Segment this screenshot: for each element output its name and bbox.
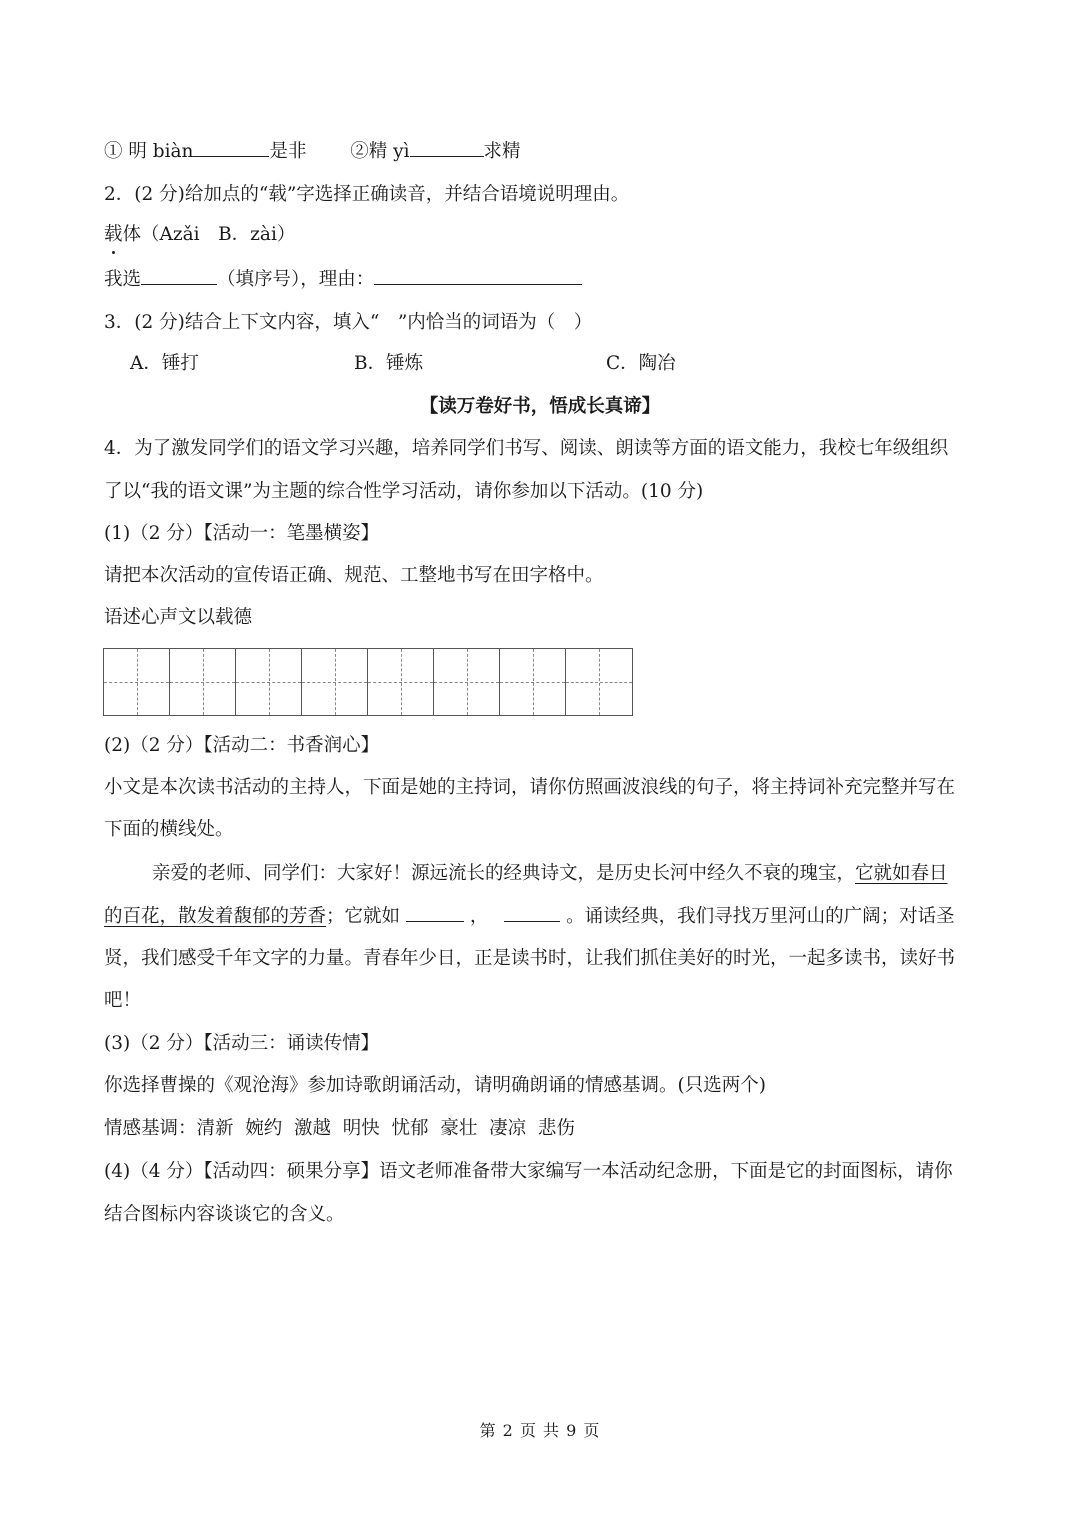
sub1-slogan: 语述心声文以载德 [104,607,253,628]
q2-answer-prefix: 我选 [104,269,142,290]
tones-label: 情感基调： [104,1118,197,1139]
q2-answer-mid: （填序号），理由： [217,269,375,290]
grid-cell[interactable] [368,649,434,715]
page-footer: 第 2 页 共 9 页 [479,1421,601,1440]
passage-line3: 贤，我们感受千年文字的力量。青春年少日，正是读书时，让我们抓住美好的时光，一起多读书，读好书 [104,948,956,969]
q3-option-c: C．陶冶 [606,353,676,374]
passage-line1 [152,861,948,887]
q3-stem: 3．(2 分)结合上下文内容，填入“ ”内恰当的词语为（ ） [104,312,593,333]
q3-option-a: A．锤打 [130,353,199,374]
q3-option-b: B．锤炼 [354,353,424,374]
q1-item1-prefix: ① 明 biàn [104,141,194,162]
tones-list: 清新 婉约 激越 明快 忧郁 豪壮 凄凉 悲伤 [196,1118,575,1139]
q2-word [104,222,295,248]
grid-cell[interactable] [302,649,368,715]
grid-cell[interactable] [434,649,500,715]
sub2-instruction-line2: 下面的横线处。 [104,819,234,840]
passage-blank-2[interactable] [504,903,560,922]
passage-line2 [104,903,955,930]
sub4-line1: (4)（4 分）【活动四：硕果分享】语文老师准备带大家编写一本活动纪念册，下面是它的封面图标，请你 [104,1161,953,1182]
passage-line1-wavy: 它就如春日 [855,863,948,884]
grid-cell[interactable] [170,649,236,715]
sub2-title: (2)（2 分）【活动二：书香润心】 [104,735,380,756]
passage-comma: ， [469,906,489,927]
sub1-instruction: 请把本次活动的宣传语正确、规范、工整地书写在田字格中。 [104,565,604,586]
q1-item2-suffix: 求精 [483,141,521,162]
tianzige-grid [103,648,633,716]
q2-choice-blank[interactable] [141,266,217,285]
sub2-instruction-line1: 小文是本次读书活动的主持人，下面是她的主持词，请你仿照画波浪线的句子，将主持词补充完整并写在 [104,777,956,798]
passage-line2-a: ；它就如 [326,906,401,927]
sub3-instruction: 你选择曹操的《观沧海》参加诗歌朗诵活动，请明确朗诵的情感基调。(只选两个) [104,1075,766,1096]
passage-line2-wavy: 的百花，散发着馥郁的芳香 [104,906,327,927]
passage-blank-1[interactable] [406,903,464,922]
grid-cell[interactable] [566,649,632,715]
q1-line [104,138,521,165]
q2-stem: 2．(2 分)给加点的“载”字选择正确读音，并结合语境说明理由。 [104,184,630,205]
q4-intro-line2: 了以“我的语文课”为主题的综合性学习活动，请你参加以下活动。(10 分) [104,481,704,502]
section-heading: 【读万卷好书，悟成长真谛】 [419,396,661,417]
grid-cell[interactable] [500,649,566,715]
q2-reason-blank[interactable] [374,266,582,285]
passage-line2-b: 。诵读经典，我们寻找万里河山的广阔；对话圣 [566,906,955,927]
q1-item1-suffix: 是非 [269,141,307,162]
q2-dotted-char: 载 [104,222,123,248]
passage-line4: 吧！ [104,990,142,1011]
sub3-tones [104,1116,575,1142]
q4-intro-line1: 4．为了激发同学们的语文学习兴趣，培养同学们书写、阅读、朗读等方面的语文能力，我校七年级组织 [104,438,949,459]
grid-cell[interactable] [236,649,302,715]
passage-line1-plain: 亲爱的老师、同学们：大家好！源远流长的经典诗文，是历史长河中经久不衰的瑰宝， [152,863,856,884]
q1-item2-prefix: ②精 yì [350,141,410,162]
grid-cell[interactable] [104,649,170,715]
q2-word-rest: 体（Azǎi B．zài） [122,224,296,245]
sub4-line2: 结合图标内容谈谈它的含义。 [104,1204,345,1225]
q1-blank-1[interactable] [193,138,269,157]
q1-blank-2[interactable] [410,138,484,157]
q2-answer-line [104,266,582,293]
sub1-title: (1)（2 分）【活动一：笔墨横姿】 [104,523,380,544]
sub3-title: (3)（2 分）【活动三：诵读传情】 [104,1033,380,1054]
